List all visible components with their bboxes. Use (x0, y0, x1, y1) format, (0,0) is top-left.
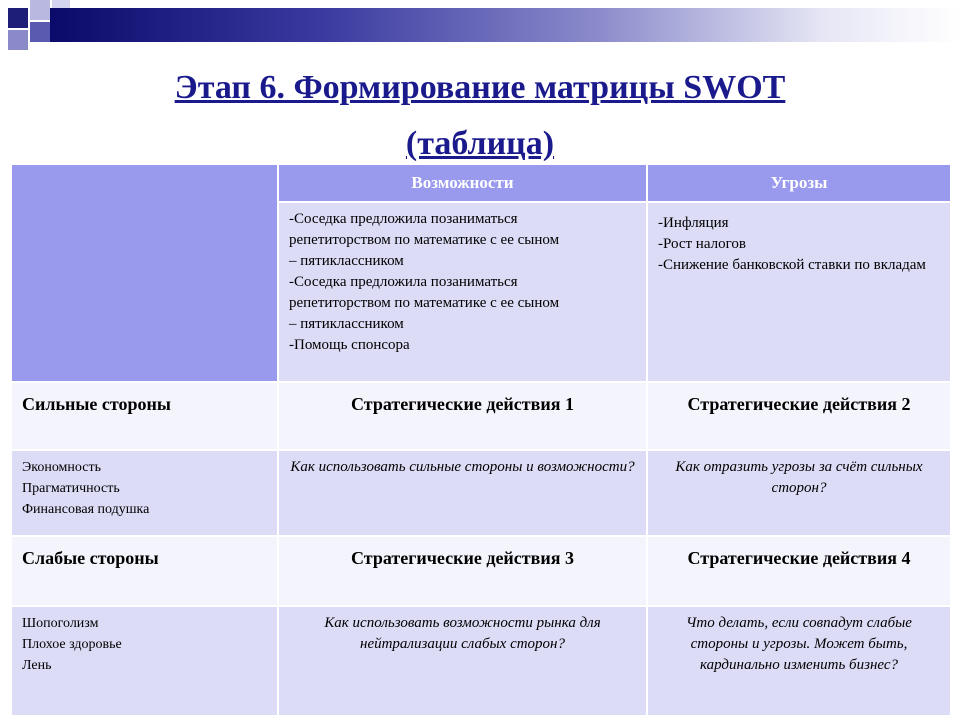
list-item: Финансовая подушка (22, 502, 150, 517)
page-title (0, 60, 960, 172)
opportunities-list (279, 203, 646, 362)
decor-square (30, 22, 50, 42)
strategy-3: Стратегические действия 3 (351, 548, 574, 568)
weaknesses-header: Слабые стороны (22, 548, 159, 568)
decor-square (8, 8, 28, 28)
table-row (11, 536, 951, 606)
title-line-1: Этап 6. Формирование матрицы SWOT (174, 69, 786, 106)
strategy-3-cell (278, 536, 647, 606)
q4-cell (647, 606, 951, 716)
strategy-1: Стратегические действия 1 (351, 394, 574, 414)
weaknesses-cell (11, 606, 278, 716)
swot-table (10, 163, 952, 717)
weaknesses-header-cell (11, 536, 278, 606)
list-item: Шопоголизм (22, 616, 99, 631)
table-row (11, 450, 951, 536)
list-item: -Рост налогов (658, 236, 746, 252)
question-3: Как использовать возможности рынка для нейтрализации слабых сторон? (324, 615, 601, 652)
strengths-cell (11, 450, 278, 536)
threats-cell (647, 202, 951, 382)
list-item: Плохое здоровье (22, 637, 122, 652)
strengths-header-cell (11, 382, 278, 450)
corner-cell (11, 164, 278, 382)
threats-list (648, 203, 950, 282)
strategy-2-cell (647, 382, 951, 450)
question-2: Как отразить угрозы за счёт сильных сторон? (675, 459, 923, 496)
list-item: репетиторством по математике с ее сыном (289, 232, 560, 248)
list-item: Лень (22, 658, 52, 673)
list-item: Прагматичность (22, 481, 120, 496)
strategy-4: Стратегические действия 4 (687, 548, 911, 568)
strengths-list (12, 451, 277, 526)
list-item: -Инфляция (658, 215, 729, 231)
weaknesses-list (12, 607, 277, 682)
list-item: Экономность (22, 460, 101, 475)
q3-cell (278, 606, 647, 716)
list-item: – пятиклассником (289, 316, 404, 332)
question-4: Что делать, если совпадут слабые стороны и угрозы. Может быть, кардинально изменить бизнес? (686, 615, 912, 673)
list-item: -Помощь спонсора (289, 337, 410, 353)
title-line-2: (таблица) (405, 125, 555, 162)
column-header-threats: Угрозы (647, 164, 951, 202)
decor-square (8, 30, 28, 50)
decor-square (30, 0, 50, 20)
table-row (11, 164, 951, 202)
table-row (11, 382, 951, 450)
strategy-4-cell (647, 536, 951, 606)
q2-cell (647, 450, 951, 536)
list-item: -Соседка предложила позаниматься (289, 211, 518, 227)
opportunities-cell (278, 202, 647, 382)
strategy-2: Стратегические действия 2 (687, 394, 911, 414)
strategy-1-cell (278, 382, 647, 450)
column-header-opportunities: Возможности (278, 164, 647, 202)
list-item: репетиторством по математике с ее сыном (289, 295, 560, 311)
list-item: -Соседка предложила позаниматься (289, 274, 518, 290)
list-item: -Снижение банковской ставки по вкладам (658, 257, 926, 273)
q1-cell (278, 450, 647, 536)
header-gradient-bar (50, 8, 960, 42)
question-1: Как использовать сильные стороны и возможности? (290, 459, 635, 475)
strengths-header: Сильные стороны (22, 394, 171, 414)
list-item: – пятиклассником (289, 253, 404, 269)
table-row (11, 606, 951, 716)
